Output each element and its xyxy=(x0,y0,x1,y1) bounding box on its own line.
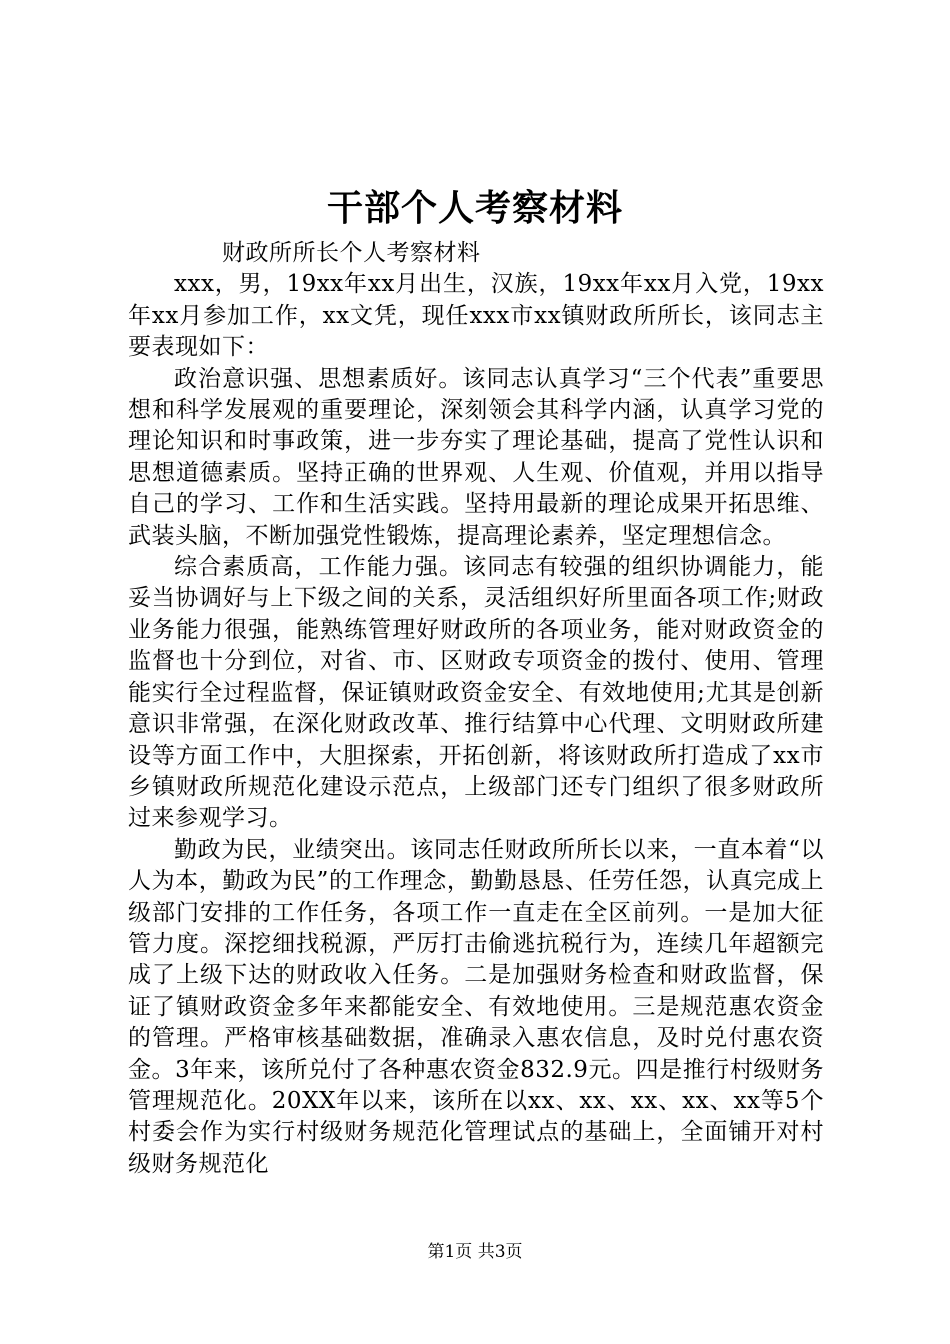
page-number: 第1页 共3页 xyxy=(427,1242,523,1262)
paragraph-political: 政治意识强、思想素质好。该同志认真学习“三个代表”重要思想和科学发展观的重要理论，深刻领会其科学内涵，认真学习党的理论知识和时事政策，进一步夯实了理论基础，提高了党性认识和思想道德素质。坚持正确的世界观、人生观、价值观，并用以指导自己的学习、工作和生活实践。坚持用最新的理论成果开拓思维、武装头脑，不断加强党性锻炼，提高理论素养，坚定理想信念。 xyxy=(128,365,824,549)
document-title: 干部个人考察材料 xyxy=(326,187,623,229)
paragraph-ability: 综合素质高，工作能力强。该同志有较强的组织协调能力，能妥当协调好与上下级之间的关系，灵活组织好所里面各项工作;财政业务能力很强，能熟练管理好财政所的各项业务，能对财政资金的监督也十分到位，对省、市、区财政专项资金的拨付、使用、管理能实行全过程监督，保证镇财政资金安全、有效地使用;尤其是创新意识非常强，在深化财政改革、推行结算中心代理、文明财政所建设等方面工作中，大胆探索，开拓创新，将该财政所打造成了xx市乡镇财政所规范化建设示范点，上级部门还专门组织了很多财政所过来参观学习。 xyxy=(128,554,824,832)
paragraph-performance: 勤政为民，业绩突出。该同志任财政所所长以来，一直本着“以人为本，勤政为民”的工作理念，勤勤恳恳、任劳任怨，认真完成上级部门安排的工作任务，各项工作一直走在全区前列。一是加大征管力度。深挖细找税源，严厉打击偷逃抗税行为，连续几年超额完成了上级下达的财政收入任务。二是加强财务检查和财政监督，保证了镇财政资金多年来都能安全、有效地使用。三是规范惠农资金的管理。严格审核基础数据，准确录入惠农信息，及时兑付惠农资金。3年来，该所兑付了各种惠农资金832.9元。四是推行村级财务管理规范化。20XX年以来，该所在以xx、xx、xx、xx、xx等5个村委会作为实行村级财务规范化管理试点的基础上，全面铺开对村级财务规范化 xyxy=(128,836,824,1177)
document-body xyxy=(128,238,824,1180)
paragraph-intro: xxx，男，19xx年xx月出生，汉族，19xx年xx月入党，19xx年xx月参加工作，xx文凭，现任xxx市xx镇财政所所长，该同志主要表现如下： xyxy=(128,271,824,361)
document-subtitle: 财政所所长个人考察材料 xyxy=(222,240,481,266)
